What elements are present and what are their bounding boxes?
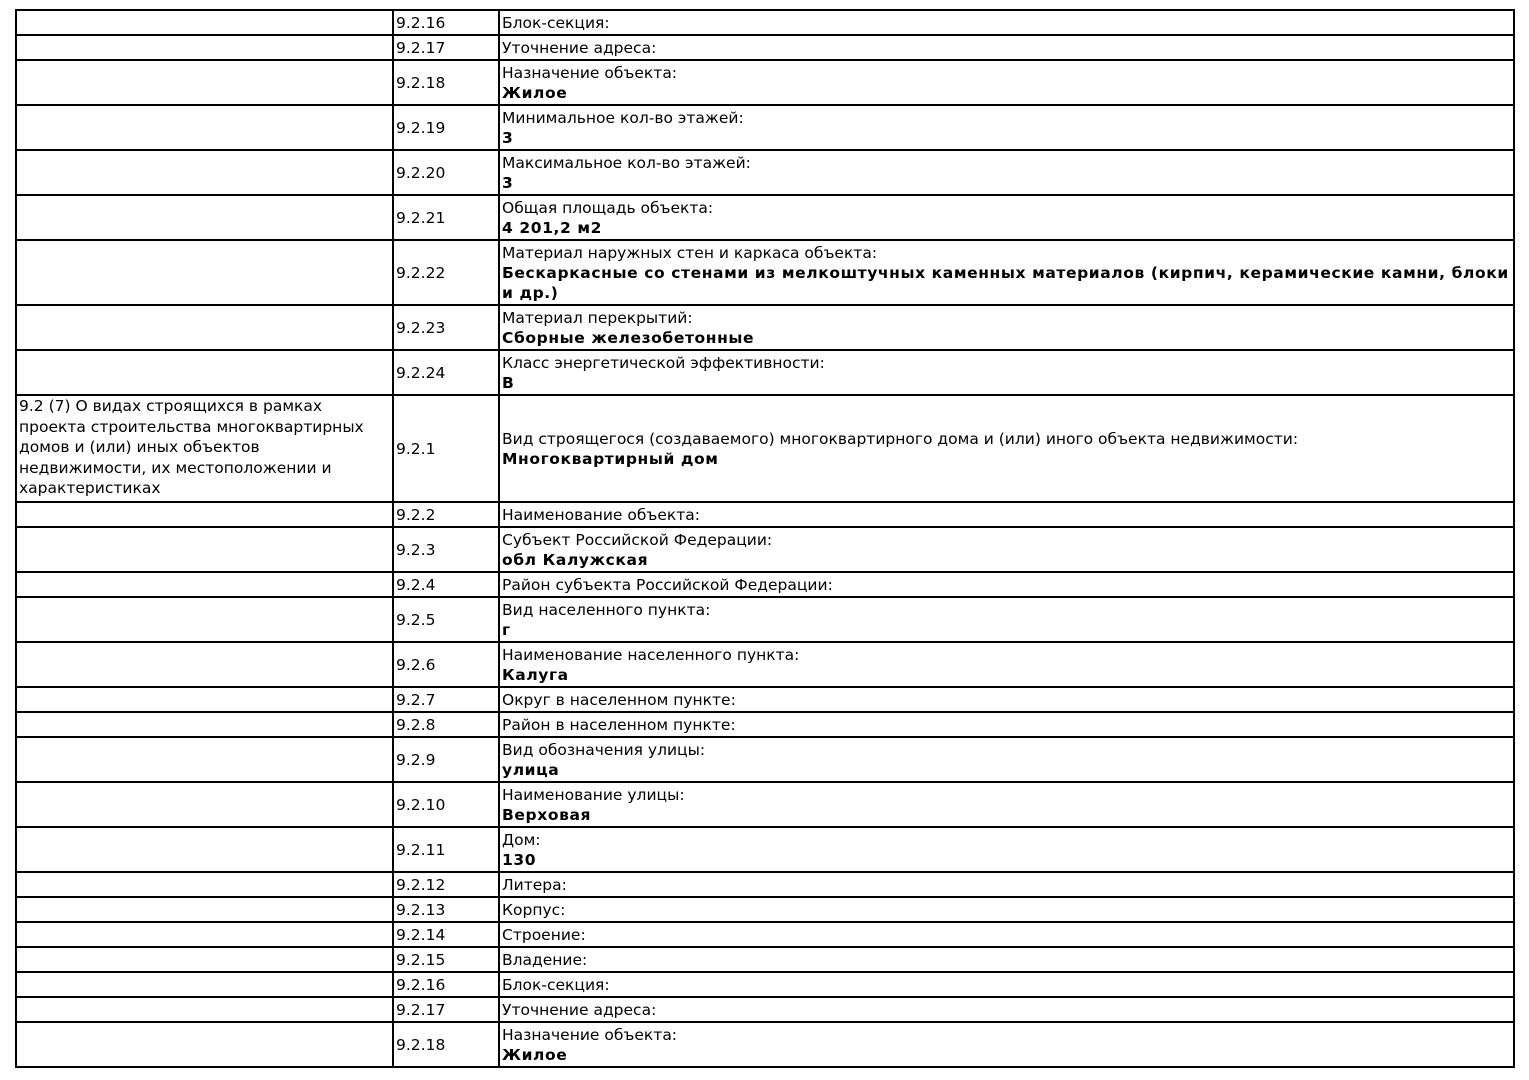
section-cell [16, 922, 393, 947]
item-content [499, 395, 1514, 502]
table-row [16, 150, 1514, 195]
item-content [499, 150, 1514, 195]
section-cell [16, 972, 393, 997]
item-content [499, 897, 1514, 922]
table-row [16, 240, 1514, 305]
item-code: 9.2.16 [393, 10, 499, 35]
item-code: 9.2.23 [393, 305, 499, 350]
section-cell [16, 240, 393, 305]
item-code: 9.2.10 [393, 782, 499, 827]
item-value: г [502, 620, 511, 639]
item-content [499, 105, 1514, 150]
item-code: 9.2.19 [393, 105, 499, 150]
item-value: Калуга [502, 665, 569, 684]
item-code: 9.2.22 [393, 240, 499, 305]
item-content [499, 642, 1514, 687]
item-value: обл Калужская [502, 550, 649, 569]
section-cell [16, 897, 393, 922]
item-label: Наименование объекта: [502, 505, 701, 524]
table-row [16, 195, 1514, 240]
item-label: Район в населенном пункте: [502, 715, 736, 734]
item-label: Общая площадь объекта: [502, 198, 714, 217]
section-cell [16, 642, 393, 687]
section-cell [16, 712, 393, 737]
item-label: Класс энергетической эффективности: [502, 353, 825, 372]
item-value: улица [502, 760, 560, 779]
section-cell [16, 150, 393, 195]
item-label: Строение: [502, 925, 586, 944]
table-row [16, 502, 1514, 527]
item-code: 9.2.12 [393, 872, 499, 897]
table-row [16, 35, 1514, 60]
item-label: Вид населенного пункта: [502, 600, 711, 619]
table-row [16, 687, 1514, 712]
item-label: Вид обозначения улицы: [502, 740, 706, 759]
table-row [16, 782, 1514, 827]
table-row [16, 105, 1514, 150]
item-code: 9.2.11 [393, 827, 499, 872]
item-code: 9.2.18 [393, 1022, 499, 1067]
item-content [499, 687, 1514, 712]
item-label: Минимальное кол-во этажей: [502, 108, 744, 127]
section-cell [16, 1022, 393, 1067]
table-row [16, 350, 1514, 395]
item-value: Верховая [502, 805, 592, 824]
table-row [16, 737, 1514, 782]
table-row [16, 305, 1514, 350]
item-content [499, 997, 1514, 1022]
table-row [16, 642, 1514, 687]
table-row [16, 997, 1514, 1022]
item-code: 9.2.16 [393, 972, 499, 997]
item-content [499, 10, 1514, 35]
item-code: 9.2.21 [393, 195, 499, 240]
item-code: 9.2.24 [393, 350, 499, 395]
section-cell [16, 597, 393, 642]
table-row [16, 597, 1514, 642]
item-value: Жилое [502, 1045, 568, 1064]
item-code: 9.2.8 [393, 712, 499, 737]
section-cell: 9.2 (7) О видах строящихся в рамках проекта строительства многоквартирных домов и (или) иных объектов недвижимости, их местоположении и характеристиках [16, 395, 393, 502]
item-content [499, 502, 1514, 527]
section-cell [16, 572, 393, 597]
item-content [499, 972, 1514, 997]
section-cell [16, 305, 393, 350]
item-content [499, 350, 1514, 395]
item-content [499, 527, 1514, 572]
item-content [499, 782, 1514, 827]
section-cell [16, 10, 393, 35]
table-row [16, 972, 1514, 997]
item-value: 3 [502, 128, 514, 147]
item-content [499, 712, 1514, 737]
section-cell [16, 502, 393, 527]
item-label: Назначение объекта: [502, 63, 678, 82]
table-row [16, 947, 1514, 972]
item-label: Блок-секция: [502, 975, 610, 994]
item-content [499, 947, 1514, 972]
table-row [16, 922, 1514, 947]
item-label: Максимальное кол-во этажей: [502, 153, 751, 172]
item-code: 9.2.5 [393, 597, 499, 642]
item-value: Многоквартирный дом [502, 449, 719, 468]
table-row [16, 827, 1514, 872]
item-code: 9.2.14 [393, 922, 499, 947]
item-label: Уточнение адреса: [502, 1000, 657, 1019]
item-content [499, 872, 1514, 897]
item-label: Наименование улицы: [502, 785, 685, 804]
section-cell [16, 527, 393, 572]
table-row [16, 712, 1514, 737]
item-label: Округ в населенном пункте: [502, 690, 736, 709]
item-label: Дом: [502, 830, 541, 849]
item-value: B [502, 373, 515, 392]
item-code: 9.2.17 [393, 35, 499, 60]
item-content [499, 1022, 1514, 1067]
table-row [16, 897, 1514, 922]
item-code: 9.2.7 [393, 687, 499, 712]
section-cell [16, 350, 393, 395]
item-label: Материал перекрытий: [502, 308, 693, 327]
section-cell [16, 782, 393, 827]
item-value: Жилое [502, 83, 568, 102]
item-value: 130 [502, 850, 537, 869]
item-code: 9.2.17 [393, 997, 499, 1022]
item-content [499, 60, 1514, 105]
item-value: Сборные железобетонные [502, 328, 755, 347]
section-cell [16, 195, 393, 240]
table-row [16, 872, 1514, 897]
item-label: Субъект Российской Федерации: [502, 530, 773, 549]
section-cell [16, 947, 393, 972]
item-content [499, 195, 1514, 240]
item-code: 9.2.13 [393, 897, 499, 922]
section-cell [16, 35, 393, 60]
item-content [499, 35, 1514, 60]
item-label: Блок-секция: [502, 13, 610, 32]
item-code: 9.2.1 [393, 395, 499, 502]
item-code: 9.2.15 [393, 947, 499, 972]
item-content [499, 922, 1514, 947]
item-label: Назначение объекта: [502, 1025, 678, 1044]
section-cell [16, 827, 393, 872]
item-code: 9.2.6 [393, 642, 499, 687]
item-code: 9.2.2 [393, 502, 499, 527]
table-row [16, 1022, 1514, 1067]
item-label: Наименование населенного пункта: [502, 645, 800, 664]
item-value: 3 [502, 173, 514, 192]
section-cell [16, 997, 393, 1022]
item-code: 9.2.4 [393, 572, 499, 597]
item-label: Район субъекта Российской Федерации: [502, 575, 833, 594]
item-code: 9.2.20 [393, 150, 499, 195]
item-content [499, 240, 1514, 305]
item-value: 4 201,2 м2 [502, 218, 603, 237]
item-content [499, 572, 1514, 597]
item-code: 9.2.3 [393, 527, 499, 572]
table-row [16, 572, 1514, 597]
item-label: Корпус: [502, 900, 566, 919]
item-code: 9.2.18 [393, 60, 499, 105]
declaration-table [15, 9, 1515, 1068]
section-cell [16, 737, 393, 782]
table-row [16, 60, 1514, 105]
item-content [499, 737, 1514, 782]
section-cell [16, 105, 393, 150]
item-content [499, 827, 1514, 872]
item-code: 9.2.9 [393, 737, 499, 782]
item-label: Владение: [502, 950, 588, 969]
item-label: Вид строящегося (создаваемого) многоквартирного дома и (или) иного объекта недвижимости: [502, 429, 1299, 448]
item-content [499, 597, 1514, 642]
item-label: Уточнение адреса: [502, 38, 657, 57]
section-cell [16, 687, 393, 712]
item-label: Литера: [502, 875, 567, 894]
item-value: Бескаркасные со стенами из мелкоштучных каменных материалов (кирпич, керамические камни, блоки и др.) [502, 263, 1509, 302]
section-cell [16, 872, 393, 897]
table-row [16, 527, 1514, 572]
item-label: Материал наружных стен и каркаса объекта: [502, 243, 878, 262]
section-cell [16, 60, 393, 105]
table-row [16, 10, 1514, 35]
item-content [499, 305, 1514, 350]
table-row [16, 395, 1514, 502]
